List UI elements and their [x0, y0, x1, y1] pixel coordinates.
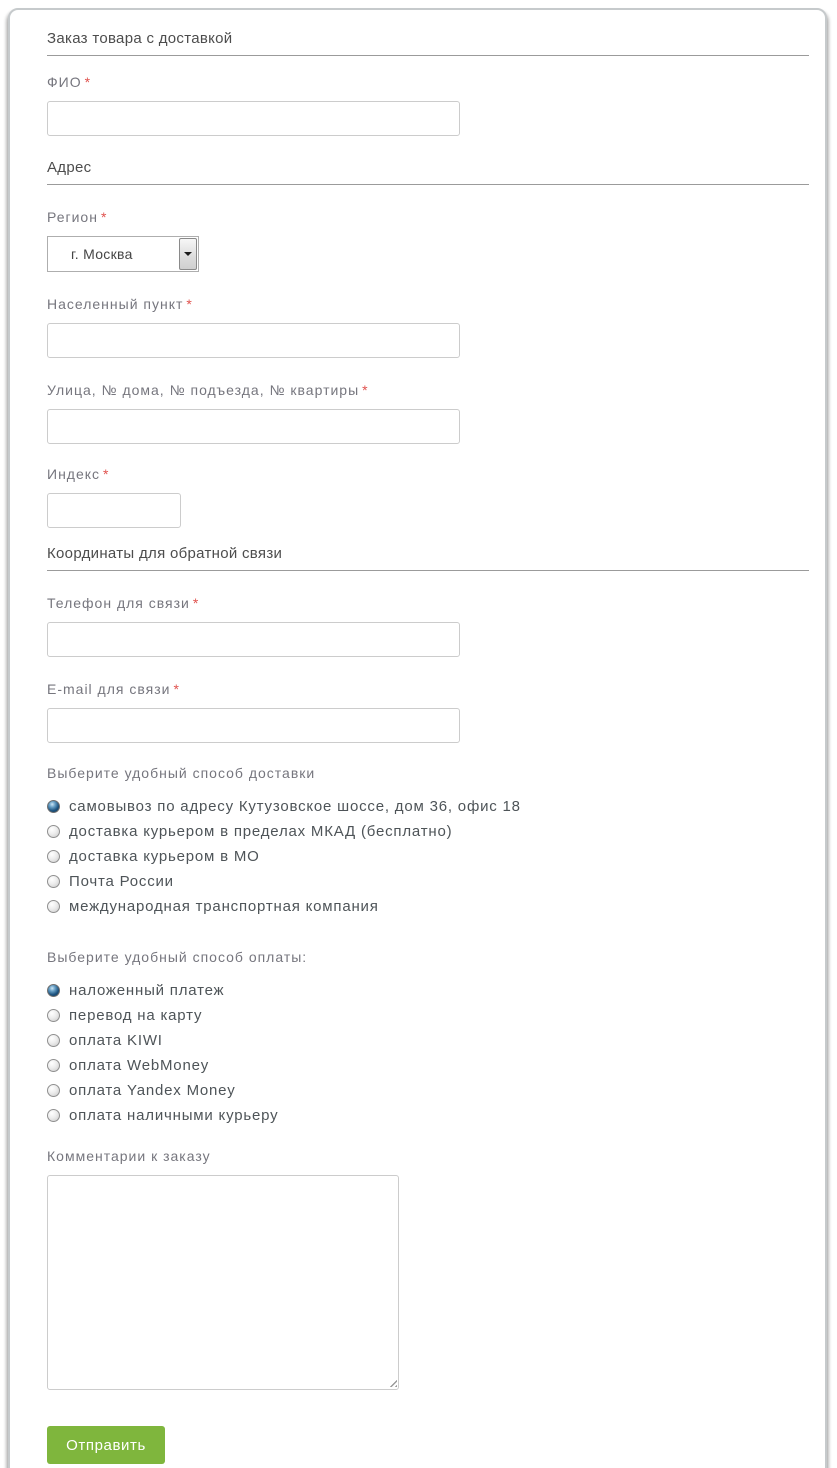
delivery-option-label: доставка курьером в пределах МКАД (бесплатно): [69, 823, 453, 840]
phone-label: [47, 595, 809, 612]
field-comments: [47, 1148, 809, 1390]
radio-icon[interactable]: [47, 1084, 60, 1097]
delivery-option-label: самовывоз по адресу Кутузовское шоссе, дом 36, офис 18: [69, 798, 521, 815]
city-label-text: Населенный пункт: [47, 296, 184, 312]
field-fio: [47, 74, 809, 136]
chevron-down-icon: [184, 252, 192, 256]
comments-textarea[interactable]: [47, 1175, 399, 1390]
order-form-panel: [8, 8, 827, 1468]
phone-label-text: Телефон для связи: [47, 595, 190, 611]
field-street: [47, 382, 809, 444]
radio-icon[interactable]: [47, 1109, 60, 1122]
comments-textarea-wrap: [47, 1175, 399, 1390]
field-phone: [47, 595, 809, 657]
payment-option-label: оплата наличными курьеру: [69, 1107, 279, 1124]
payment-option-label: наложенный платеж: [69, 982, 225, 999]
payment-method-group: [47, 949, 809, 1128]
page-title: Заказ товара с доставкой: [47, 29, 809, 56]
radio-icon[interactable]: [47, 1059, 60, 1072]
field-region: [47, 209, 809, 272]
payment-group-label: Выберите удобный способ оплаты:: [47, 949, 308, 965]
payment-option-label: оплата WebMoney: [69, 1057, 210, 1074]
submit-row: [47, 1426, 809, 1464]
city-input[interactable]: [47, 323, 460, 358]
delivery-option-label: доставка курьером в МО: [69, 848, 260, 865]
phone-input[interactable]: [47, 622, 460, 657]
radio-icon[interactable]: [47, 1009, 60, 1022]
email-input[interactable]: [47, 708, 460, 743]
region-select[interactable]: [47, 236, 199, 272]
fio-input[interactable]: [47, 101, 460, 136]
section-contact: Координаты для обратной связи: [47, 544, 809, 571]
radio-selected-icon[interactable]: [47, 984, 60, 997]
payment-option-label: перевод на карту: [69, 1007, 203, 1024]
radio-icon[interactable]: [47, 875, 60, 888]
email-label: [47, 681, 809, 698]
postcode-label: [47, 466, 809, 483]
delivery-option-label: международная транспортная компания: [69, 898, 379, 915]
radio-icon[interactable]: [47, 1034, 60, 1047]
delivery-option-label: Почта России: [69, 873, 174, 890]
delivery-option-courier-mo[interactable]: [47, 844, 809, 869]
section-address: Адрес: [47, 158, 809, 185]
comments-label-text: Комментарии к заказу: [47, 1148, 211, 1164]
payment-option-kiwi[interactable]: [47, 1028, 809, 1053]
delivery-option-pickup[interactable]: [47, 794, 809, 819]
delivery-option-russian-post[interactable]: [47, 869, 809, 894]
field-postcode: [47, 466, 809, 528]
radio-icon[interactable]: [47, 850, 60, 863]
select-dropdown-button[interactable]: [179, 238, 197, 270]
payment-option-yandex-money[interactable]: [47, 1078, 809, 1103]
fio-label-text: ФИО: [47, 74, 82, 90]
required-asterisk: *: [192, 595, 199, 611]
radio-icon[interactable]: [47, 900, 60, 913]
payment-option-card-transfer[interactable]: [47, 1003, 809, 1028]
payment-option-cash-courier[interactable]: [47, 1103, 809, 1128]
field-city: [47, 296, 809, 358]
city-label: [47, 296, 809, 313]
street-input[interactable]: [47, 409, 460, 444]
email-label-text: E-mail для связи: [47, 681, 171, 697]
field-email: [47, 681, 809, 743]
radio-selected-icon[interactable]: [47, 800, 60, 813]
postcode-label-text: Индекс: [47, 466, 101, 482]
payment-option-label: оплата Yandex Money: [69, 1082, 236, 1099]
required-asterisk: *: [100, 209, 107, 225]
payment-option-webmoney[interactable]: [47, 1053, 809, 1078]
delivery-method-group: [47, 765, 809, 919]
required-asterisk: *: [362, 382, 368, 398]
radio-icon[interactable]: [47, 825, 60, 838]
region-label: [47, 209, 809, 226]
required-asterisk: *: [173, 681, 179, 697]
submit-button[interactable]: Отправить: [47, 1426, 165, 1464]
delivery-group-label: Выберите удобный способ доставки: [47, 765, 316, 781]
required-asterisk: *: [103, 466, 109, 482]
payment-option-cod[interactable]: [47, 978, 809, 1003]
region-label-text: Регион: [47, 209, 98, 225]
comments-label: [47, 1148, 809, 1165]
region-select-value: г. Москва: [71, 246, 133, 262]
delivery-option-courier-mkad[interactable]: [47, 819, 809, 844]
fio-label: [47, 74, 809, 91]
required-asterisk: *: [186, 296, 192, 312]
payment-option-label: оплата KIWI: [69, 1032, 163, 1049]
postcode-input[interactable]: [47, 493, 181, 528]
street-label: [47, 382, 809, 399]
street-label-text: Улица, № дома, № подъезда, № квартиры: [47, 382, 360, 398]
delivery-option-international[interactable]: [47, 894, 809, 919]
required-asterisk: *: [84, 74, 91, 90]
